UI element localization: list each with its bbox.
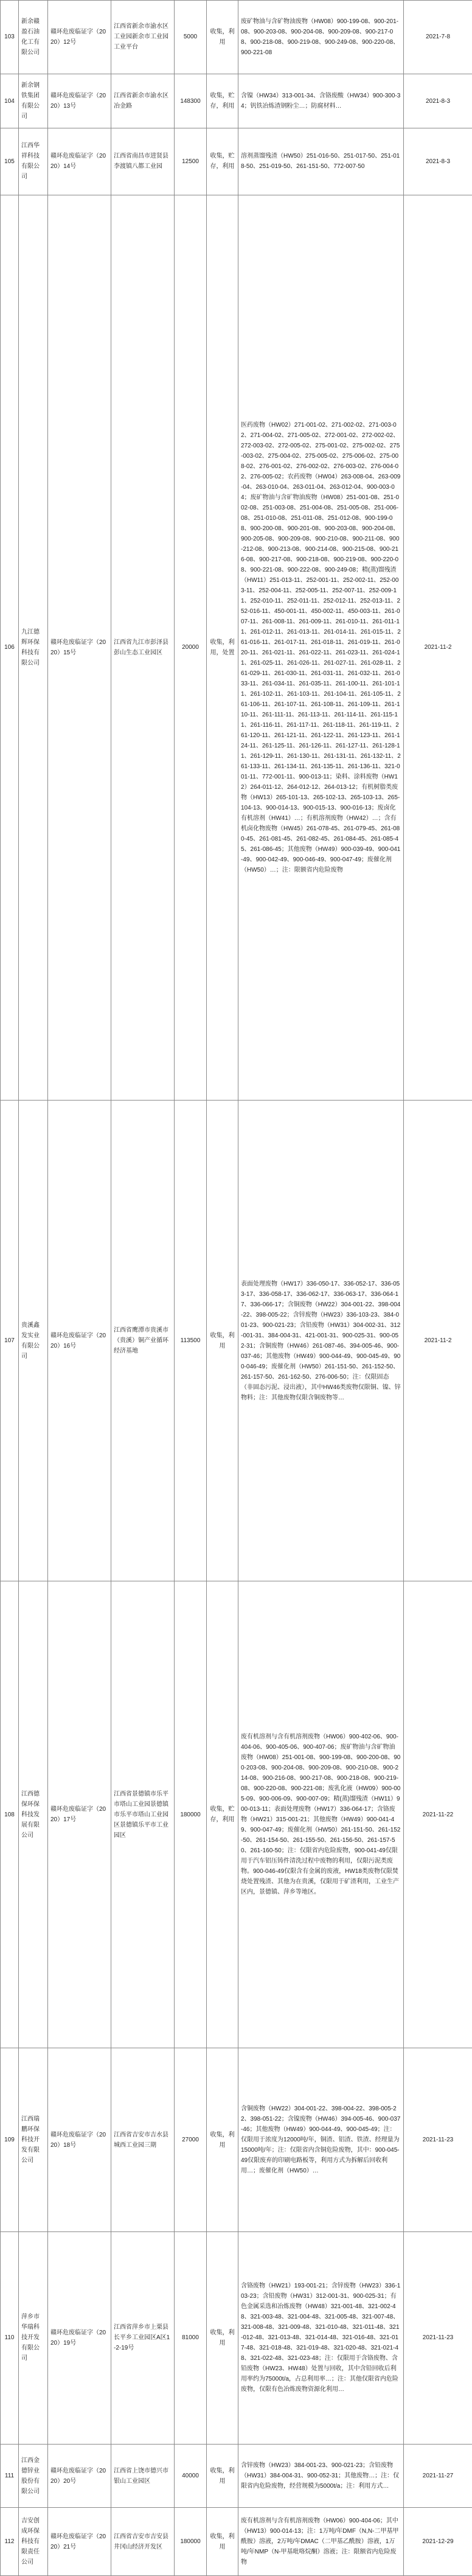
permit-number-text: 赣环危废临证字（2020）21号 [50, 2533, 106, 2550]
waste-categories-text: 废有机溶剂与含有机溶剂废物（HW06）900-404-06；其中（HW13）900-014-13；注：1万吨/年DMF（N,N-二甲基甲酰胺）溶液，2万吨/年DMAC（二甲基乙酰胺）溶液，1万吨/年NMP（N-甲基吡咯烷酮）溶液；注：限额省内危险废物 [241, 2518, 399, 2566]
operation-method [207, 1100, 238, 1581]
operation-method-text: 收集，利用 [210, 2131, 235, 2149]
operation-method [207, 1, 238, 74]
company-name [19, 1100, 48, 1581]
waste-categories [238, 2508, 404, 2576]
permit-date [404, 1100, 472, 1581]
company-name-text: 新余钢铁集团有限公司 [21, 82, 40, 121]
waste-categories [238, 74, 404, 128]
capacity-value [175, 2048, 207, 2232]
operation-method [207, 2508, 238, 2576]
table-row [1, 2232, 472, 2445]
row-number [1, 195, 19, 1100]
operation-method-text: 收集，利用 [210, 1332, 235, 1349]
company-name-text: 新余赣盈石油化工有限公司 [21, 18, 40, 56]
facility-address-text: 江西省吉安市吉水县城西工业园三期 [114, 2131, 168, 2149]
row-number-text: 109 [4, 2137, 15, 2144]
row-number [1, 128, 19, 195]
waste-categories [238, 128, 404, 195]
row-number [1, 2232, 19, 2445]
capacity-value-text: 12500 [182, 158, 199, 165]
company-name [19, 74, 48, 128]
company-name [19, 2232, 48, 2445]
permit-number-text: 赣环危废临证字（2020）12号 [50, 28, 106, 46]
capacity-value [175, 2444, 207, 2508]
operation-method-text: 收集，贮存，利用 [210, 1806, 235, 1824]
waste-categories [238, 1100, 404, 1581]
row-number [1, 2048, 19, 2232]
permit-date [404, 2048, 472, 2232]
permit-number [48, 195, 111, 1100]
row-number-text: 105 [4, 158, 15, 165]
operation-method [207, 2444, 238, 2508]
waste-categories [238, 2232, 404, 2445]
table-row [1, 1581, 472, 2048]
company-name-text: 萍乡市华瑞科技开发有限公司 [21, 2314, 40, 2362]
row-number [1, 1, 19, 74]
permit-number-text: 赣环危废临证字（2020）15号 [50, 639, 106, 656]
permit-number [48, 74, 111, 128]
permit-number [48, 1100, 111, 1581]
company-name [19, 128, 48, 195]
capacity-value [175, 2508, 207, 2576]
permit-number [48, 1581, 111, 2048]
table-row [1, 1, 472, 74]
capacity-value-text: 40000 [182, 2473, 199, 2480]
permit-date-text: 2021-7-8 [425, 33, 451, 41]
row-number-text: 107 [4, 1337, 15, 1345]
table-row [1, 74, 472, 128]
permit-date-text: 2021-11-2 [424, 644, 452, 651]
waste-categories-text: 溶剂蒸馏残渣（HW50）251-016-50、251-017-50、251-018-50、251-019-50、261-151-50、772-007-50 [241, 153, 400, 170]
facility-address [111, 2444, 175, 2508]
permit-date [404, 1581, 472, 2048]
waste-categories-text: 含锌废物（HW23）384-001-23、900-021-23；含铅废物（HW31）384-004-31、900-052-31；其他废物…；注：仅限省内危险废物，经营规模为5000t/a；注：利用方式… [241, 2462, 400, 2490]
facility-address [111, 2232, 175, 2445]
table-row [1, 1100, 472, 1581]
company-name-text: 江西华祥科技有限公司 [21, 142, 40, 181]
operation-method-text: 收集，利用 [210, 2329, 235, 2347]
permit-number [48, 2508, 111, 2576]
facility-address-text: 江西省南昌市进贤县李渡镇八都工业园 [114, 153, 168, 170]
capacity-value-text: 81000 [182, 2334, 199, 2342]
permit-number-text: 赣环危废临证字（2020）18号 [50, 2131, 106, 2149]
capacity-value [175, 1, 207, 74]
permit-number [48, 2444, 111, 2508]
table-row [1, 2444, 472, 2508]
permit-date-text: 2021-12-29 [422, 2538, 454, 2546]
operation-method [207, 74, 238, 128]
facility-address [111, 195, 175, 1100]
waste-categories [238, 1, 404, 74]
operation-method-text: 收集，贮存，利用 [210, 93, 235, 110]
facility-address-text: 江西省吉安市吉安县井冈山经济开发区 [114, 2533, 168, 2550]
facility-address-text: 江西省萍乡市上栗县长平乡工业园区A区1-2-19号 [114, 2324, 170, 2352]
permit-date-text: 2021-11-23 [422, 2334, 454, 2342]
capacity-value [175, 74, 207, 128]
capacity-value [175, 1100, 207, 1581]
operation-method-text: 收集，贮存，利用 [210, 153, 235, 170]
permit-number-text: 赣环危废临证字（2020）14号 [50, 153, 106, 170]
facility-address [111, 1100, 175, 1581]
facility-address-text: 江西省新余市渝水区工业园新余市工业园工业平台 [114, 23, 168, 51]
table-row [1, 128, 472, 195]
facility-address [111, 74, 175, 128]
capacity-value-text: 180000 [180, 2538, 201, 2546]
permit-date [404, 74, 472, 128]
permit-date-text: 2021-11-27 [422, 2473, 454, 2480]
row-number [1, 1581, 19, 2048]
facility-address [111, 2508, 175, 2576]
facility-address-text: 江西省景德镇市乐平市塔山工业园景德镇市乐平市塔山工业园区景德镇乐平市工业园区 [114, 1790, 168, 1839]
permit-date-text: 2021-8-3 [425, 97, 451, 105]
permit-number-text: 赣环危废临证字（2020）17号 [50, 1806, 106, 1824]
capacity-value-text: 27000 [182, 2137, 199, 2144]
operation-method-text: 收集，利用 [210, 2467, 235, 2485]
facility-address-text: 江西省鹰潭市贵溪市（贵溪）铜产业循环经济基地 [114, 1327, 168, 1355]
facility-address [111, 1, 175, 74]
row-number-text: 112 [4, 2538, 15, 2546]
company-name-text: 贵溪鑫发实业有限公司 [21, 1321, 40, 1360]
permit-number-text: 赣环危废临证字（2020）16号 [50, 1332, 106, 1349]
company-name-text: 吉安创成环保科技有限责任公司 [21, 2518, 40, 2566]
permit-date [404, 195, 472, 1100]
waste-categories-text: 废矿物油与含矿物油废物（HW08）900-199-08、900-201-08、900-203-08、900-204-08、900-209-08、900-217-08、900-218-08、900-219-08、900-249-08、900-220-08、900-221-08 [241, 18, 400, 56]
row-number-text: 103 [4, 33, 15, 41]
row-number-text: 106 [4, 644, 15, 651]
waste-categories-text: 医药废物（HW02）271-001-02、271-002-02、271-003-02、271-004-02、271-005-02、272-001-02、272-002-02、272-003-02、272-005-02、275-001-02、275-002-02、275-003-02、275-004-02、275-005-02、275-006-02、275-008-02、276-001-02、276-002-02、276-003-02、276-004-02、276-005-02；农药废物（HW04）263-008-04、263-009-04、263-010-04、263-011-04、263-012-04、900-003-04；废矿物油与含矿物油废物（HW08）251-001-08、251-002-08、251-003-08、251-004-08、251-005-08、251-006-08、251-010-08、251-011-08、251-012-08、900-199-08、900-200-08、900-201-08、900-203-08、900-204-08、900-205-08、900-209-08、900-210-08、900-211-08、900-212-08、900-213-08、900-214-08、900-215-08、900-216-08、900-217-08、900-218-08、900-219-08、900-220-08、900-221-08、900-222-08、900-249-08；精(蒸)馏残渣（HW11）251-013-11、252-001-11、252-002-11、252-003-11、252-004-11、252-005-11、252-007-11、252-009-11、252-010-11、252-011-11、252-012-11、252-013-11、252-016-11、450-001-11、450-002-11、450-003-11、261-007-11、261-008-11、261-009-11、261-010-11、261-011-11、261-012-11、261-013-11、261-014-11、261-015-11、261-016-11、261-017-11、261-018-11、261-019-11、261-020-11、261-021-11、261-022-11、261-023-11、261-024-11、261-025-11、261-026-11、261-027-11、261-028-11、261-029-11、261-030-11、261-031-11、261-032-11、261-033-11、261-034-11、261-035-11、261-100-11、261-101-11、261-102-11、261-103-11、261-104-11、261-105-11、261-106-11、261-107-11、261-108-11、261-109-11、261-110-11、261-111-11、261-113-11、261-114-11、261-115-11、261-116-11、261-117-11、261-118-11、261-119-11、261-120-11、261-121-11、261-122-11、261-123-11、261-124-11、261-125-11、261-126-11、261-127-11、261-128-11、261-129-11、261-130-11、261-131-11、261-132-11、261-133-11、261-134-11、261-135-11、261-136-11、321-001-11、772-001-11、900-013-11；染料、涂料废物（HW12）264-011-12、264-012-12、264-013-12；有机树脂类废物（HW13）265-101-13、265-102-13、265-103-13、265-104-13、900-014-13、900-015-13、900-016-13；废卤化有机溶剂（HW41）…；有机溶剂废物（HW42）…；含有机卤化物废物（HW45）261-078-45、261-079-45、261-080-45、261-081-45、261-082-45、261-084-45、261-085-45、261-086-45；其他废物（HW49）900-039-49、900-041-49、900-042-49、900-046-49、900-047-49；废催化剂（HW50）…；注：限额省内危险废物 [241, 421, 401, 873]
capacity-value-text: 148300 [180, 97, 201, 105]
operation-method [207, 1581, 238, 2048]
waste-categories-text: 含铜废物（HW22）304-001-22、398-004-22、398-005-22、398-051-22；含镍废物（HW46）394-005-46、900-037-46；其他废物（HW49）900-044-49、900-045-49；注：仅限用于浓度为12000吨/年，铜渣、铝渣、铁渣、经理量为15000吨/年；注：仅限省内含铜危险废物，其中：900-045-49仅限废弃的印刷电路板等，利用方式为拆解后回收利用…；废催化剂（HW50）… [241, 2105, 401, 2175]
permit-number-text: 赣环危废临证字（2020）13号 [50, 93, 106, 110]
operation-method [207, 2048, 238, 2232]
facility-address [111, 2048, 175, 2232]
capacity-value [175, 1581, 207, 2048]
capacity-value-text: 20000 [182, 644, 199, 651]
permit-date-text: 2021-11-22 [422, 1811, 454, 1818]
row-number-text: 110 [4, 2334, 15, 2342]
row-number-text: 108 [4, 1811, 15, 1818]
waste-categories [238, 2444, 404, 2508]
facility-address [111, 128, 175, 195]
company-name [19, 1, 48, 74]
waste-categories-text: 含铬废物（HW21）193-001-21；含锌废物（HW23）336-103-23；含铅废物（HW31）312-001-31、900-025-31；有色金属采选和冶炼废物（HW48）321-001-48、321-002-48、321-003-48、321-004-48、321-005-48、321-007-48、321-008-48、321-009-48、321-010-48、321-011-48、321-012-48、321-013-48、321-014-48、321-016-48、321-017-48、321-018-48、321-019-48、321-020-48、321-021-48、321-022-48、321-023-48；注：仅限用于含铬废物、含铅废物（HW23、HW48）处置与回收，其中含铅回收后利用率约为75000t/a，占总利用率…；注：其他仅限省内危险废物，仅限有色冶炼废物资源化利用… [241, 2283, 401, 2393]
capacity-value-text: 113500 [180, 1337, 201, 1345]
operation-method-text: 收集，利用，处置 [210, 639, 235, 656]
waste-categories [238, 1581, 404, 2048]
company-name-text: 江西德保环保科技发展有限公司 [21, 1790, 40, 1839]
company-name [19, 1581, 48, 2048]
permit-date-text: 2021-11-23 [422, 2137, 454, 2144]
facility-address-text: 江西省九江市彭泽县彭山生态工业园区 [114, 639, 168, 656]
row-number [1, 74, 19, 128]
capacity-value [175, 2232, 207, 2445]
company-name-text: 九江德辉环保科技有限公司 [21, 628, 40, 667]
permit-number [48, 128, 111, 195]
row-number [1, 2444, 19, 2508]
permit-number [48, 2232, 111, 2445]
company-name-text: 江西瑞鹏环保科技开发有限公司 [21, 2116, 40, 2165]
waste-categories-text: 含镍（HW34）313-001-34、含铬废酸（HW34）900-300-34；钒铁冶炼渣钢粉尘…；防腐材料… [241, 93, 401, 110]
permit-date [404, 2508, 472, 2576]
permit-date [404, 1, 472, 74]
table-row [1, 2508, 472, 2576]
row-number-text: 104 [4, 97, 15, 105]
facility-address-text: 江西省新余市渝水区冶金路 [114, 93, 168, 110]
company-name [19, 2444, 48, 2508]
operation-method-text: 收集，利用 [210, 2533, 235, 2550]
operation-method-text: 收集，利用 [210, 28, 235, 46]
permit-date [404, 2444, 472, 2508]
table-row [1, 2048, 472, 2232]
capacity-value [175, 128, 207, 195]
operation-method [207, 2232, 238, 2445]
operation-method [207, 128, 238, 195]
facility-address-text: 江西省上饶市德兴市银山工业园区 [114, 2467, 168, 2485]
row-number-text: 111 [4, 2473, 15, 2480]
row-number [1, 2508, 19, 2576]
waste-categories [238, 2048, 404, 2232]
permit-date-text: 2021-11-2 [424, 1337, 452, 1345]
table-row [1, 195, 472, 1100]
permit-date-text: 2021-8-3 [425, 158, 451, 165]
capacity-value [175, 195, 207, 1100]
waste-categories-text: 废有机溶剂与含有机溶剂废物（HW06）900-402-06、900-404-06、900-405-06、900-407-06；废矿物油与含矿物油废物（HW08）251-001-08、900-199-08、900-200-08、900-203-08、900-204-08、900-209-08、900-210-08、900-214-08、900-216-08、900-217-08、900-218-08、900-219-08、900-220-08、900-221-08；废乳化液（HW09）900-005-09、900-006-09、900-007-09；精(蒸)馏残渣（HW11）900-013-11；表面处理废物（HW17）336-064-17；含铬废物（HW21）315-001-21；其他废物（HW49）900-041-49、900-047-49；废催化剂（HW50）261-151-50、261-152-50、261-154-50、261-155-50、261-156-50、261-157-50、261-160-50；注：仅限省内危险废物，900-041-49仅限用于汽车铝压铸件清洗过程中废物的利用，仅限污泥类废物。900-046-49仅限含有金属的废液，HW18类废物仅限焚烧处置残渣、其他为在贵溪，仅限用于矿渣利用，工业生产区内，景德镇、萍乡等地区。 [241, 1734, 401, 1896]
permit-date [404, 128, 472, 195]
permit-number [48, 2048, 111, 2232]
capacity-value-text: 5000 [183, 33, 198, 41]
permit-number-text: 赣环危废临证字（2020）20号 [50, 2467, 106, 2485]
company-name-text: 江西金德锌业股份有限公司 [21, 2457, 40, 2495]
waste-categories-text: 表面处理废物（HW17）336-050-17、336-052-17、336-053-17、336-058-17、336-062-17、336-063-17、336-064-17、336-066-17；含铜废物（HW22）304-001-22、398-004-22、398-005-22；含锌废物（HW23）336-103-23、384-001-23、900-021-23；含铅废物（HW31）304-002-31、312-001-31、384-004-31、421-001-31、900-025-31、900-052-31；含铜废物（HW46）261-087-46、394-005-46、900-037-46；其他废物（HW49）900-044-49、900-045-49、900-046-49；废催化剂（HW50）261-151-50、261-152-50、261-157-50、261-162-50、276-006-50；注：仅限固态（非固态污泥、浸出液），其中HW46类废物仅限铜、镍、锌物料；注：其他废物仅限含铜废物等… [241, 1280, 401, 1401]
company-name [19, 195, 48, 1100]
row-number [1, 1100, 19, 1581]
permit-number [48, 1, 111, 74]
capacity-value-text: 180000 [180, 1811, 201, 1818]
permit-number-text: 赣环危废临证字（2020）19号 [50, 2329, 106, 2347]
permit-date [404, 2232, 472, 2445]
operation-method [207, 195, 238, 1100]
waste-categories [238, 195, 404, 1100]
facility-address [111, 1581, 175, 2048]
company-name [19, 2048, 48, 2232]
company-name [19, 2508, 48, 2576]
